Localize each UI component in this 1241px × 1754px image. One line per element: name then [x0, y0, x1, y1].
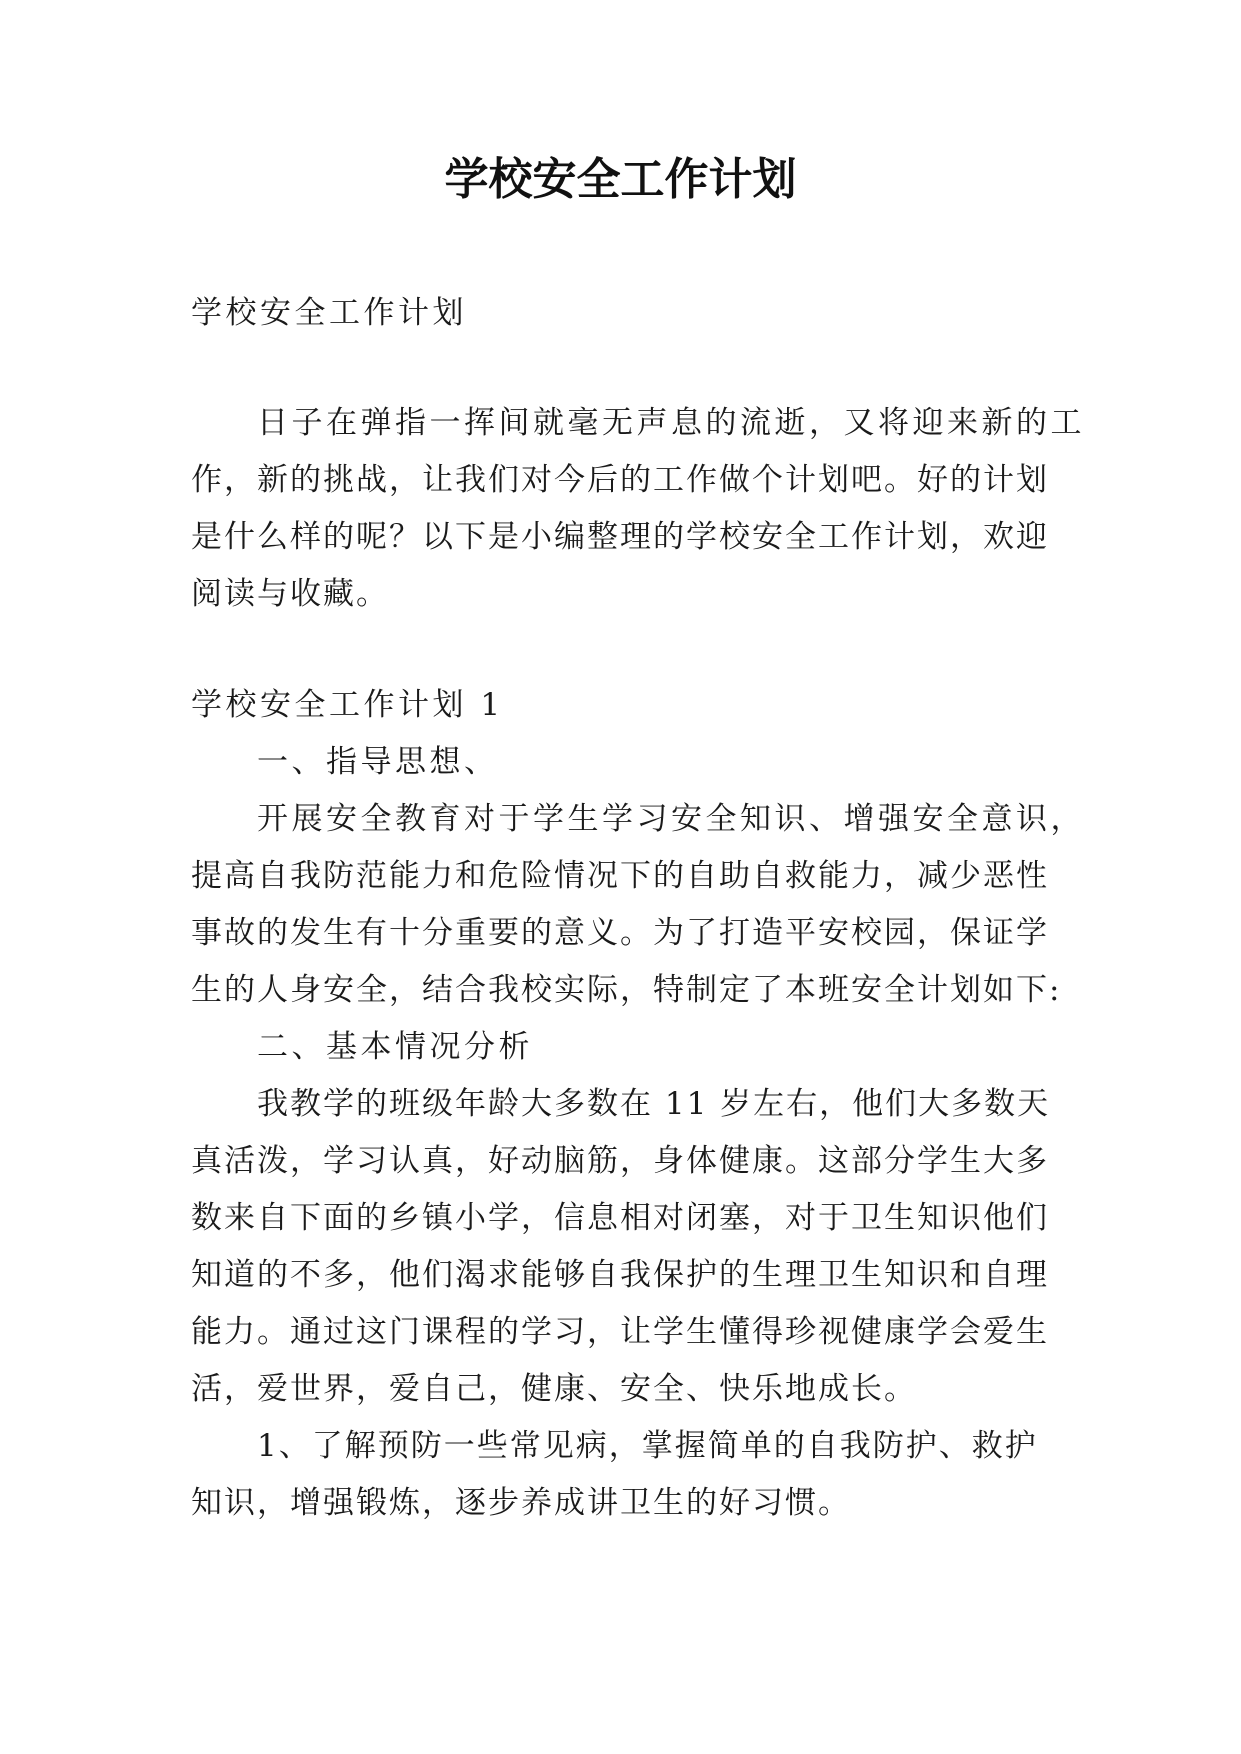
document-title: 学校安全工作计划 — [444, 154, 797, 205]
analysis-line-6: 活，爱世界，爱自己，健康、安全、快乐地成长。 — [191, 1371, 917, 1407]
intro-line-1: 日子在弹指一挥间就毫无声息的流逝，又将迎来新的工 — [257, 405, 1085, 441]
analysis-line-4: 知道的不多，他们渴求能够自我保护的生理卫生知识和自理 — [191, 1257, 1049, 1293]
analysis-line-2: 真活泼，学习认真，好动脑筋，身体健康。这部分学生大多 — [191, 1143, 1049, 1179]
guiding-line-4: 生的人身安全，结合我校实际，特制定了本班安全计划如下: — [191, 972, 1062, 1008]
intro-line-2: 作，新的挑战，让我们对今后的工作做个计划吧。好的计划 — [191, 462, 1049, 498]
item-1-line-1: 1、了解预防一些常见病，掌握简单的自我防护、救护 — [257, 1428, 1038, 1464]
guiding-line-2: 提高自我防范能力和危险情况下的自助自救能力，减少恶性 — [191, 858, 1049, 894]
heading-guiding-ideology: 一、指导思想、 — [257, 744, 499, 780]
guiding-line-1: 开展安全教育对于学生学习安全知识、增强安全意识， — [257, 801, 1085, 837]
heading-situation-analysis: 二、基本情况分析 — [257, 1029, 533, 1065]
analysis-line-3: 数来自下面的乡镇小学，信息相对闭塞，对于卫生知识他们 — [191, 1200, 1049, 1236]
intro-line-3: 是什么样的呢？以下是小编整理的学校安全工作计划，欢迎 — [191, 519, 1049, 555]
item-1-line-2: 知识，增强锻炼，逐步养成讲卫生的好习惯。 — [191, 1485, 851, 1521]
guiding-line-3: 事故的发生有十分重要的意义。为了打造平安校园，保证学 — [191, 915, 1049, 951]
analysis-line-1: 我教学的班级年龄大多数在 11 岁左右，他们大多数天 — [257, 1086, 1051, 1122]
analysis-line-5: 能力。通过这门课程的学习，让学生懂得珍视健康学会爱生 — [191, 1314, 1049, 1350]
section-heading-1: 学校安全工作计划 1 — [191, 687, 504, 723]
intro-line-4: 阅读与收藏。 — [191, 576, 389, 612]
subtitle-line: 学校安全工作计划 — [191, 295, 467, 331]
